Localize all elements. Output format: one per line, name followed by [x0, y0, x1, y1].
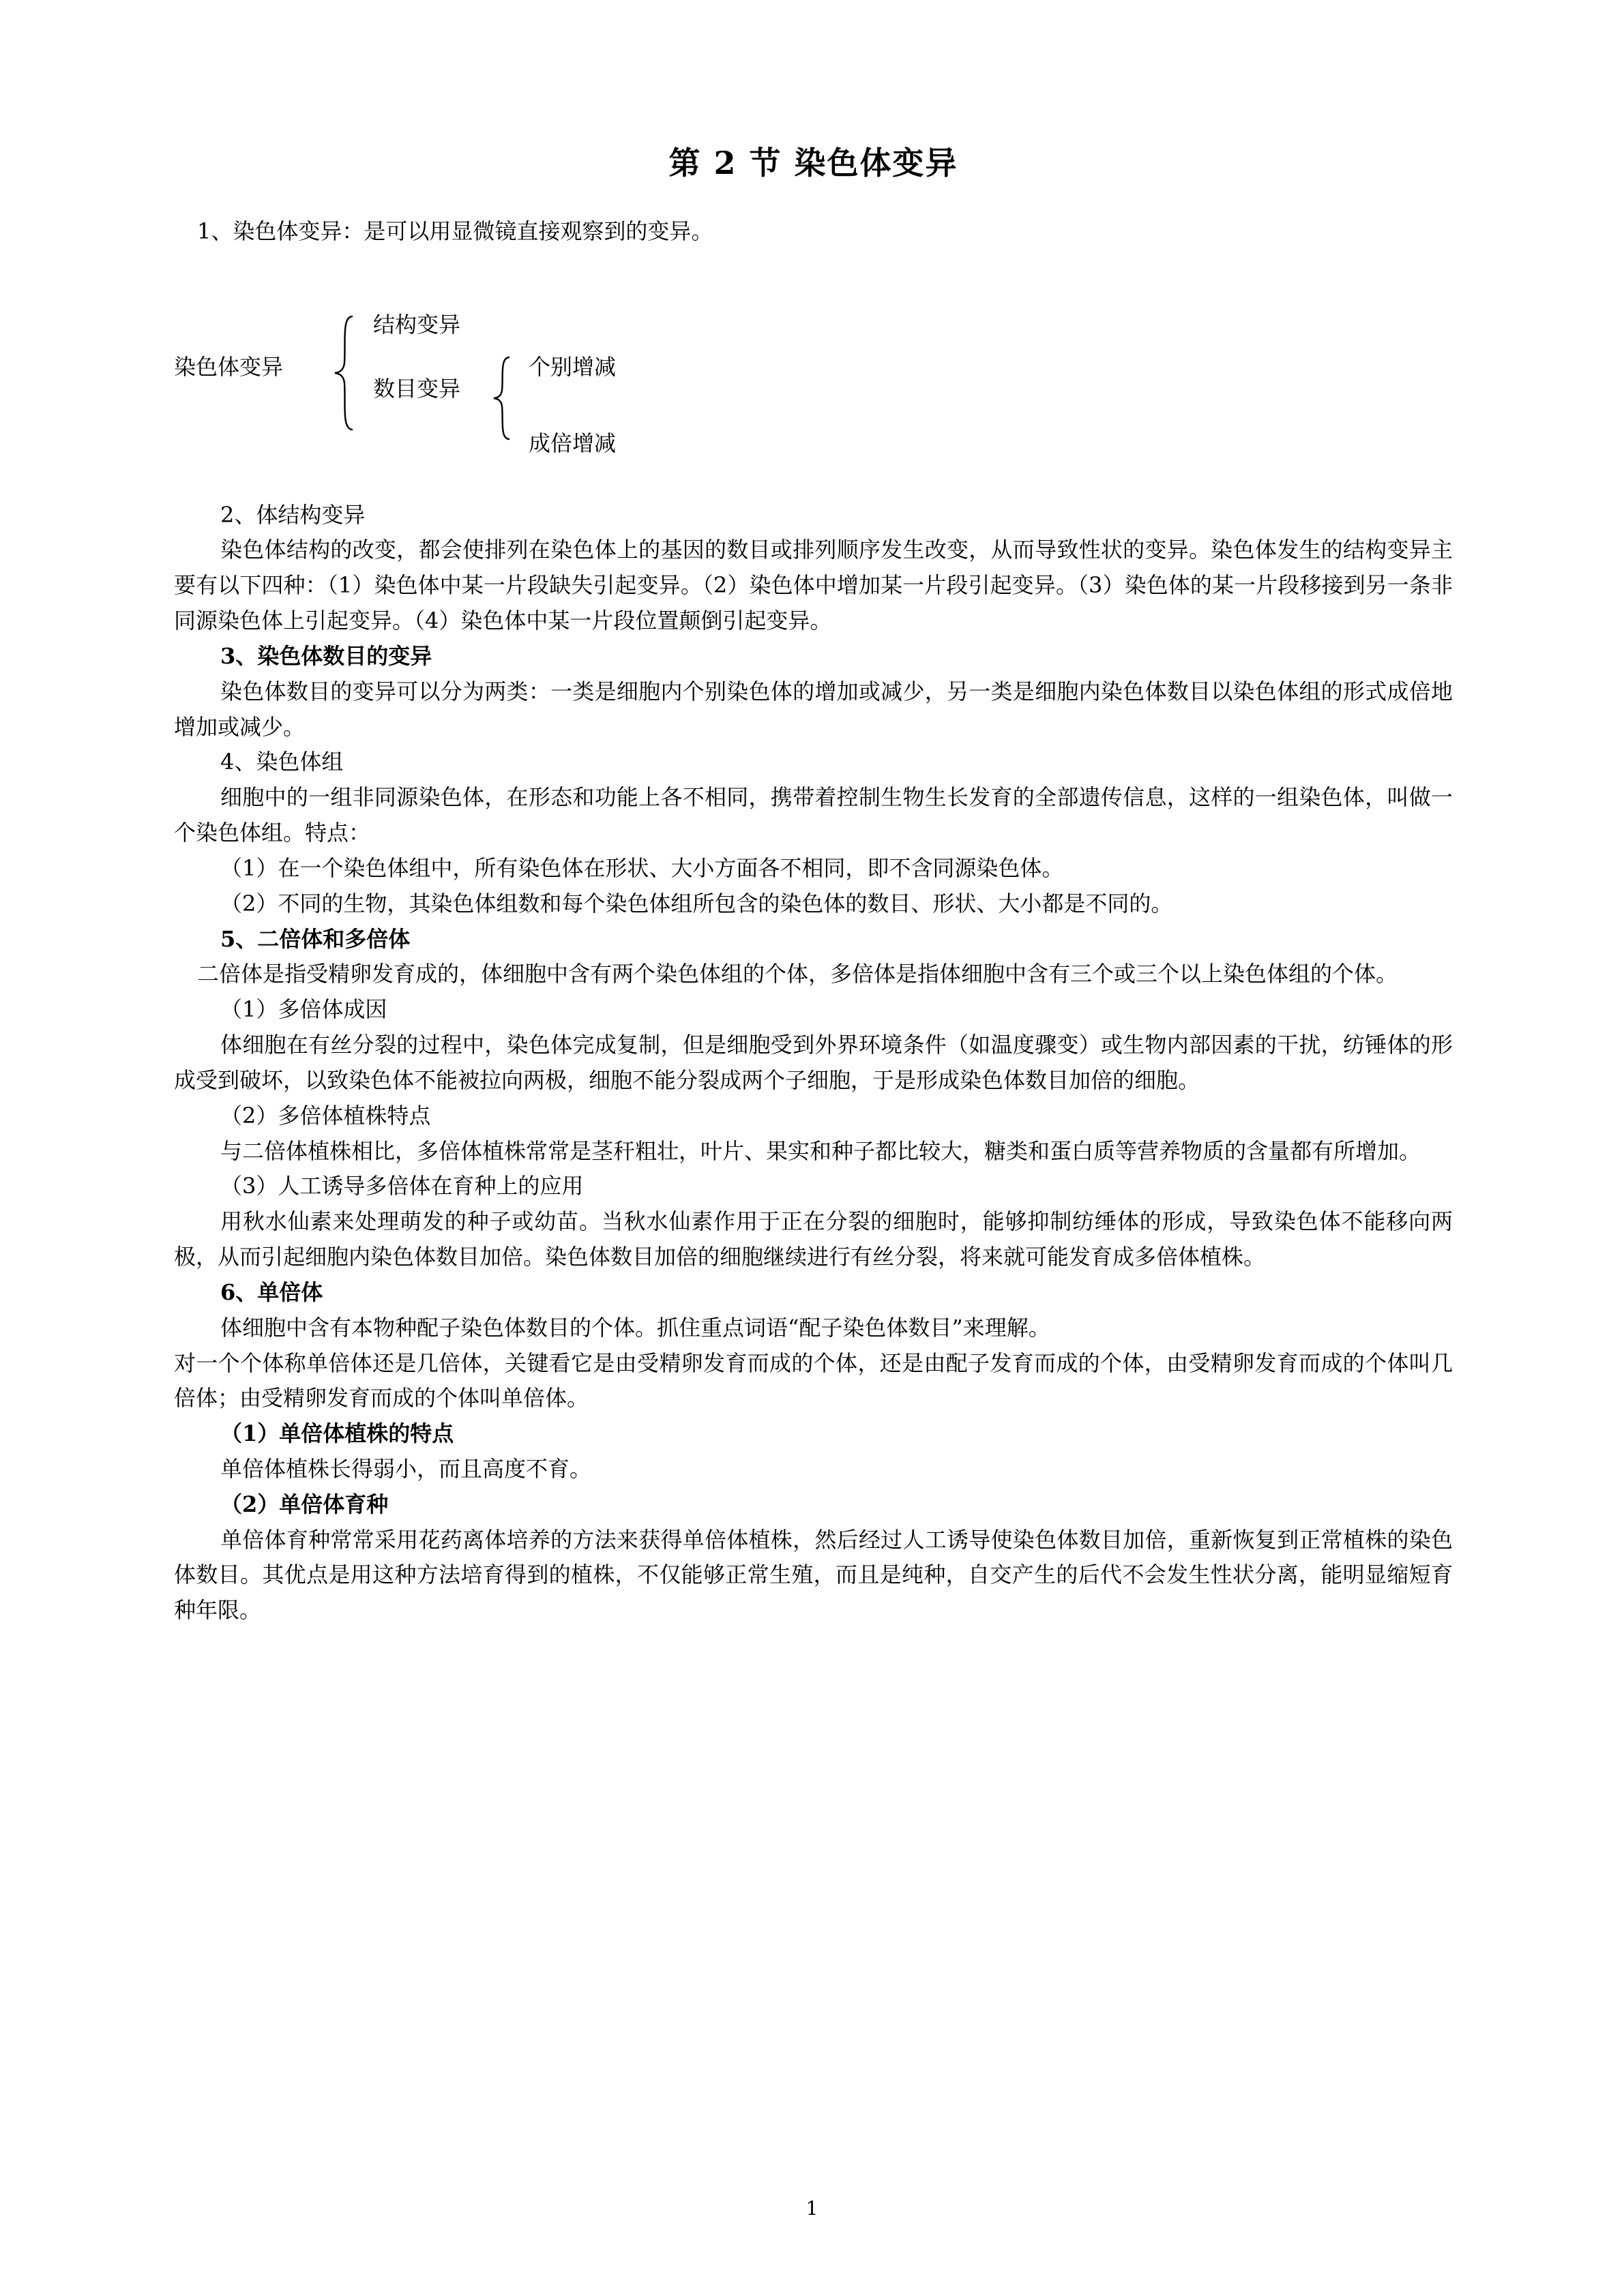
paragraph-4b: （2）不同的生物，其染色体组数和每个染色体组所包含的染色体的数目、形状、大小都是不同的。 [220, 890, 1173, 916]
document-body [174, 143, 1453, 1628]
page-title: 第 2 节 染色体变异 [668, 145, 958, 181]
paragraph-4a: （1）在一个染色体组中，所有染色体在形状、大小方面各不相同，即不含同源染色体。 [220, 854, 1064, 881]
diagram-brace-inner [492, 356, 512, 441]
paragraph-6b: 对一个个体称单倍体还是几倍体，关键看它是由受精卵发育而成的个体，还是由配子发育而成的个体，由受精卵发育而成的个体叫几倍体；由受精卵发育而成的个体叫单倍体。 [174, 1350, 1453, 1412]
diagram-sub1-label: 个别增减 [529, 353, 617, 380]
heading-5c: （3）人工诱导多倍体在育种上的应用 [220, 1173, 584, 1199]
heading-5a: （1）多倍体成因 [220, 996, 387, 1023]
paragraph-5c: 用秋水仙素来处理萌发的种子或幼苗。当秋水仙素作用于正在分裂的细胞时，能够抑制纺缍体的形成，导致染色体不能移向两极，从而引起细胞内染色体数目加倍。染色体数目加倍的细胞继续进行有丝分裂，将来就可能发育成多倍体植株。 [174, 1208, 1453, 1270]
paragraph-5b: 与二倍体植株相比，多倍体植株常常是茎秆粗壮，叶片、果实和种子都比较大，糖类和蛋白质等营养物质的含量都有所增加。 [220, 1137, 1421, 1164]
heading-6a: （1）单倍体植株的特点 [220, 1420, 454, 1447]
heading-6: 6、单倍体 [220, 1279, 323, 1305]
heading-4: 4、染色体组 [220, 749, 344, 775]
paragraph-3: 染色体数目的变异可以分为两类：一类是细胞内个别染色体的增加或减少，另一类是细胞内染色体数目以染色体组的形式成倍地增加或减少。 [174, 678, 1453, 740]
paragraph-6: 体细胞中含有本物种配子染色体数目的个体。抓住重点词语“配子染色体数目”来理解。 [220, 1314, 1050, 1341]
heading-6b: （2）单倍体育种 [220, 1491, 389, 1517]
diagram-branch1-label: 结构变异 [373, 311, 461, 338]
diagram-branch2-label: 数目变异 [373, 375, 461, 402]
diagram-sub2-label: 成倍增减 [529, 430, 617, 456]
diagram-root-label: 染色体变异 [174, 353, 284, 380]
heading-2: 2、体结构变异 [220, 501, 366, 528]
heading-5b: （2）多倍体植株特点 [220, 1102, 431, 1129]
paragraph-2: 染色体结构的改变，都会使排列在染色体上的基因的数目或排列顺序发生改变，从而导致性状的变异。染色体发生的结构变异主要有以下四种：（1）染色体中某一片段缺失引起变异。（2）染色体中增加某一片段引起变异。（3）染色体的某一片段移接到另一条非同源染色体上引起变异。（4）染色体中某一片段位置颠倒引起变异。 [174, 537, 1453, 634]
heading-3: 3、染色体数目的变异 [220, 642, 432, 669]
classification-diagram [174, 275, 1453, 487]
paragraph-5a: 体细胞在有丝分裂的过程中，染色体完成复制，但是细胞受到外界环境条件（如温度骤变）或生物内部因素的干扰，纺锤体的形成受到破坏，以致染色体不能被拉向两极，细胞不能分裂成两个子细胞，于是形成染色体数目加倍的细胞。 [174, 1032, 1453, 1093]
paragraph-6a: 单倍体植株长得弱小，而且高度不育。 [220, 1455, 592, 1482]
paragraph-5: 二倍体是指受精卵发育成的，体细胞中含有两个染色体组的个体，多倍体是指体细胞中含有三个或三个以上染色体组的个体。 [197, 961, 1398, 987]
heading-5: 5、二倍体和多倍体 [220, 925, 411, 952]
paragraph-6c: 单倍体育种常常采用花药离体培养的方法来获得单倍体植株，然后经过人工诱导使染色体数目加倍，重新恢复到正常植株的染色体数目。其优点是用这种方法培育得到的植株，不仅能够正常生殖，而且是纯种，自交产生的后代不会发生性状分离，能明显缩短育种年限。 [174, 1526, 1453, 1624]
paragraph-4: 细胞中的一组非同源染色体，在形态和功能上各不相同，携带着控制生物生长发育的全部遗传信息，这样的一组染色体，叫做一个染色体组。特点： [174, 784, 1453, 846]
paragraph-intro: 1、染色体变异：是可以用显微镜直接观察到的变异。 [197, 218, 713, 244]
page-number: 1 [806, 2197, 818, 2220]
diagram-brace-outer [332, 315, 355, 431]
